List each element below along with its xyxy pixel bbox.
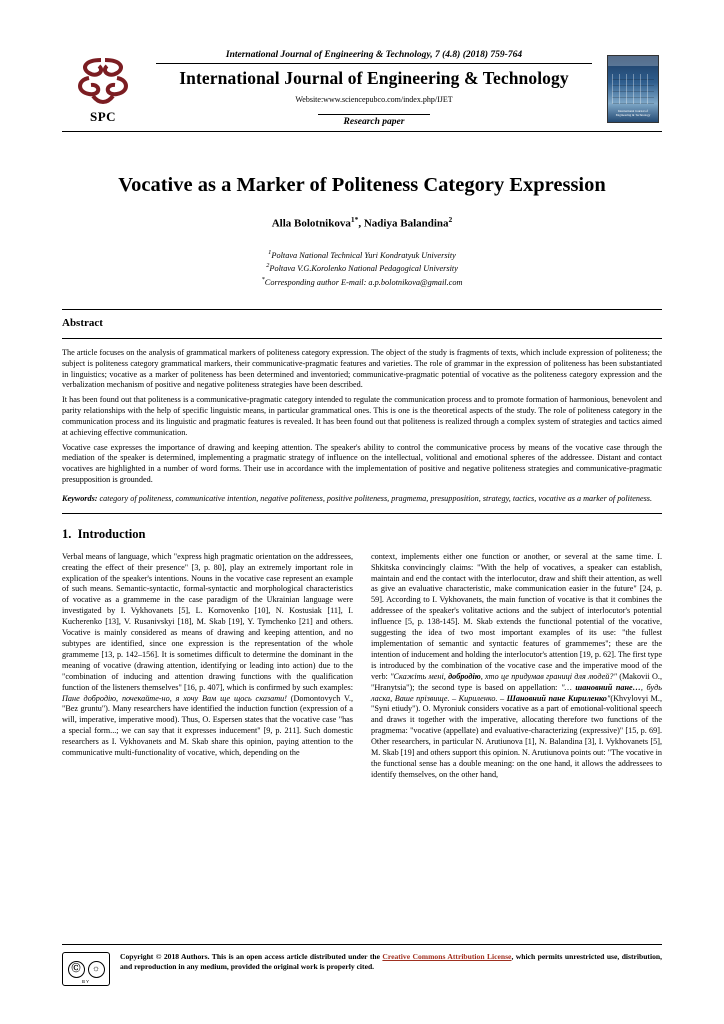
abstract-top-rule (62, 309, 662, 310)
spc-logo-icon (71, 54, 135, 108)
abstract-paragraph-1: The article focuses on the analysis of grammatical markers of politeness category expression. The object of the study is fragments of texts, which include expression of politeness; the subject is politeness category grammatical markers, their communicative-pragmatic features and varieties. The role of grammar in the expression of politeness has been substantiated in linguistics; vocative as a marker of politeness has been determined and inventoried; communicative-pragmatic potential of vocative as the politeness category expression and the verbalization mechanism of positive and negative politeness strategies have been described. (62, 348, 662, 390)
column-left (62, 552, 353, 781)
abstract-heading: Abstract (62, 317, 103, 329)
abstract-section (62, 317, 662, 514)
keywords-line (62, 494, 662, 505)
copyright-notice (120, 952, 662, 973)
column-right (371, 552, 662, 781)
paragraph-left-1: Verbal means of language, which "express high pragmatic orientation on the addressees, creating the effect of their presence" [3, p. 80], play an extremely important role in explication of the speaker's intentions. Nouns in the vocative case represent an example of such means. Semantic-syntactic, formal-syntactic and morphological characteristics of vocative as a grammeme in the case paradigm of the Ukrainian language were investigated by I. Vykhovanets [5], L. Kornovenko [10], N. Kostusiak [11], I. Kucherenko [13], V. Rusanivskyi [18], M. Skab [19], Y. Tymchenko [21] and others. Vocative is mainly considered as means of drawing and keeping attention, and no subtypes are identified, since one expression is the representation of the whole grammeme [13, p. 142–156]. It is sometimes difficult to determine the dominant in the meaning of vocative (drawing attention, identifying or leading into action) due to the "combination of inducing and attention drawing functions with the qualification function of the listeners themselves" [16, p. 407], which is confirmed by such examples: Пане добродію, почекайте-но, я хочу Вам ще щось сказати! (Domontovych V., "Bez gruntu"). Many researchers have identified the induction function (expression of a will, imperative, imperative mood). Thus, O. Espersen states that the vocative case "has a special form...; we can say that it expresses inducement" [9, p. 211]. Such domestic researchers as I. Vykhovanets and M. Skab share this opinion, paying attention to the communicative multi-functionality of vocative, which, depending on the (62, 551, 354, 758)
paragraph-right-1: context, implements either one function or another, or several at the same time. I. Shkitska convincingly claims: "With the help of vocatives, a speaker can establish, maintain and end the contact with the interlocutor, draw and shift their attention, as well as give an evaluative characteristic, make communication easier in the future" [24, p. 59]. According to I. Vykhovanets, the main function of vocative is that it combines the addressee of the speaker's volitative actions and the subject of interlocutor's potential influence [5, p. 138-145]. M. Skab extends the functional potential of the vocative, suggesting the idea of two most important examples of its use: "the fullest implementation of semantic and syntactic features of grammemes"; these are the intention of inducement and holding the interlocutor's attention [19, p. 62]. The first type is introduced by the combination of the vocative case and the imperative mood of the verb: "Скажіть мені, добродію, хто це придумав границі для людей?" (Makovii O., "Hranytsia"); the second type is based on appellation: "… шановний пане…, будь ласка, Ваше прізвище. – Кириленко. – Шановний пане Кириленко"(Khvylovyi M., "Syni etiudy"). O. Myroniuk considers vocative as a part of emotional-volitional speech and draws it together with the imperative, allocating therefore two functions of the pragmema: "vocative (appellate) and evaluative-characterizing (expressive)" [15, p. 69]. Other researchers, in particular N. Arutiunova [1], N. Balandina [3], I. Vykhovanets [5], M. Skab [19] and others support this opinion. N. Arutiunova points out: "The vocative in the functional sense has a double meaning: on the one hand, it allows the addressees to identify themselves, on the other hand, (371, 551, 663, 779)
masthead (62, 48, 662, 132)
license-link[interactable]: Creative Commons Attribution License (382, 952, 512, 961)
section-title: Introduction (77, 526, 146, 541)
affiliations (62, 248, 662, 289)
title-block (62, 174, 662, 289)
journal-reference: International Journal of Engineering & Technology, 7 (4.8) (2018) 759-764 (156, 50, 592, 64)
section-heading (62, 527, 662, 542)
keywords-label: Keywords: (62, 493, 98, 503)
author-2-name: Nadiya Balandina (363, 217, 449, 230)
paper-type-label: Research paper (318, 114, 431, 127)
publisher-logo (62, 48, 144, 129)
keywords-text: category of politeness, communicative intention, negative politeness, positive politeness, pragmema, presupposition, strategy, tactics, vocative as a marker of politeness. (97, 493, 653, 503)
author-separator: , (358, 217, 364, 230)
cc-circle-icon: Ⓒ (68, 961, 85, 978)
author-1-name: Alla Bolotnikova (271, 217, 351, 230)
abstract-paragraph-2: It has been found out that politeness is a communicative-pragmatic category intended to regulate the communication process and to promote formation of harmonious, benevolent and parity relationships with the help of specific linguistic means, in particular grammatical ones. This is one is the theoretical aspects of the study. The role of politeness category in the communication process and its linguistic and pragmatic features is revealed. It has been found out that politeness is realized through a complex system of strategies and tactics aimed at achieving effective communication. (62, 395, 662, 437)
keywords-rule (62, 513, 662, 514)
corresponding-text[interactable]: Corresponding author E-mail: a.p.bolotnikova@gmail.com (264, 277, 463, 287)
abstract-rule (62, 338, 662, 339)
page-content (62, 48, 662, 781)
creative-commons-icon (62, 952, 110, 986)
affiliation-2 (62, 261, 662, 275)
journal-title: International Journal of Engineering & Technology (179, 68, 569, 88)
page-title: Vocative as a Marker of Politeness Category Expression (118, 174, 606, 196)
masthead-center (144, 48, 604, 129)
affiliation-1-sup: 1 (268, 248, 272, 256)
journal-cover-image (607, 55, 659, 123)
abstract-paragraph-3: Vocative case expresses the importance of drawing and keeping attention. The speaker's ability to control the communicative process by means of the vocative case through the mediation of the speaker is determined, implementing a pragmatic strategy of influence on the intellectual, volitional and emotional spheres of the addressee. Distant and contact vocatives are highlighted in a number of word forms. Their use in accordance with the implementation of positive and negative politeness strategies and communicative-pragmatic presupposition is grounded. (62, 442, 662, 485)
author-1-sup: 1* (350, 215, 359, 224)
affiliation-1 (62, 248, 662, 262)
corresponding-sup: * (261, 276, 265, 284)
affiliation-2-sup: 2 (266, 262, 270, 270)
cc-by-label: BY (81, 979, 90, 984)
spc-logo-text: SPC (89, 109, 117, 124)
author-2-sup: 2 (448, 215, 453, 224)
journal-cover-caption: International Journal of Engineering & Technology (615, 108, 651, 117)
footer (62, 944, 662, 986)
author-list (62, 215, 662, 230)
cc-by-circle-icon: ☼ (88, 961, 105, 978)
affiliation-2-text: Poltava V.G.Korolenko National Pedagogical University (269, 264, 458, 274)
affiliation-1-text: Poltava National Technical Yuri Kondratyuk University (271, 250, 456, 260)
corresponding-author (62, 275, 662, 289)
copyright-before: Copyright © 2018 Authors. This is an open access article distributed under the (120, 952, 383, 961)
copyright-after: , which permits unrestricted use, distribution, and reproduction in any medium, provided the original work is properly cited. (120, 952, 662, 972)
journal-cover (604, 48, 662, 129)
section-number: 1. (62, 526, 72, 541)
journal-website[interactable]: Website:www.sciencepubco.com/index.php/IJET (295, 95, 453, 104)
body-columns (62, 552, 662, 781)
